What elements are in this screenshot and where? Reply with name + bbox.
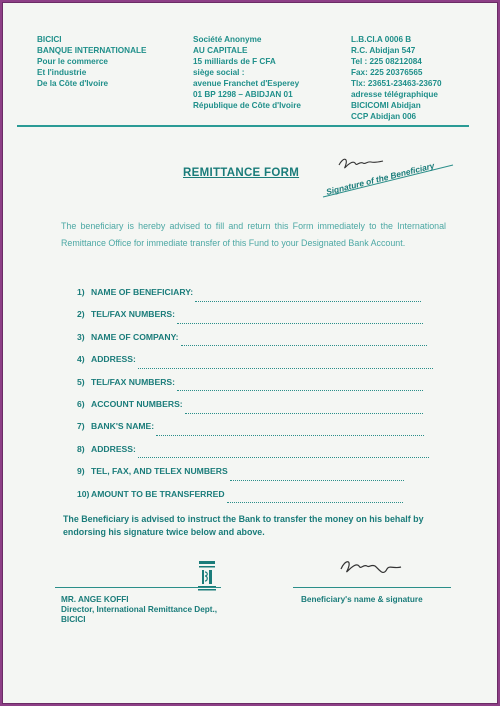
field-label: ACCOUNT NUMBERS: [91,398,183,409]
field-label: ADDRESS: [91,354,136,365]
field-number: 1) [77,287,85,297]
field-fill-line[interactable] [185,413,423,414]
field-number: 6) [77,398,85,409]
contact-info-line: CCP Abidjan 006 [351,112,417,121]
field-row [77,466,433,488]
field-fill-line[interactable] [156,435,424,436]
field-row [77,399,433,421]
field-label: TEL/FAX NUMBERS: [91,309,176,320]
field-fill-line[interactable] [230,480,404,481]
field-number: 8) [77,443,85,454]
field-row [77,421,433,443]
field-fill-line[interactable] [177,390,423,391]
field-fill-line[interactable] [195,301,421,302]
contact-info-line: R.C. Abidjan 547 [351,46,416,55]
company-info-line: 15 milliards de F CFA [193,57,276,66]
field-row [77,287,433,309]
header-divider [17,125,469,127]
bank-name-line: De la Côte d'Ivoire [37,79,109,88]
field-number: 5) [77,376,85,387]
field-label: ADDRESS: [91,443,136,454]
field-number: 2) [77,309,85,320]
field-number: 7) [77,421,85,432]
contact-info-line: Fax: 225 20376565 [351,68,423,77]
company-info-block [193,34,301,111]
bank-name-line: Et l'industrie [37,68,87,77]
company-info-line: siège social : [193,68,245,77]
field-fill-line[interactable] [138,457,429,458]
contact-info-line: BICICOMI Abidjan [351,101,421,110]
company-info-line: avenue Franchet d'Esperey [193,79,300,88]
director-bank: BICICI [61,615,86,624]
director-name: MR. ANGE KOFFI [61,595,129,604]
contact-info-line: adresse télégraphique [351,90,438,99]
field-row [77,354,433,376]
company-info-line: AU CAPITALE [193,46,248,55]
bank-name-block [37,34,146,89]
field-row [77,489,433,511]
field-fill-line[interactable] [177,323,423,324]
beneficiary-fields-list [77,287,433,511]
beneficiary-signature-stamp [321,153,461,201]
bank-name-line: Pour le commerce [37,57,108,66]
beneficiary-signature-caption: Beneficiary's name & signature [301,595,423,604]
form-title: REMITTANCE FORM [183,167,300,179]
intro-paragraph: The beneficiary is hereby advised to fill and return this Form immediately to the International Remittance Office for immediate transfer of this Fund to your Designated Bank Account. [61,221,446,248]
company-info-line: 01 BP 1298 – ABIDJAN 01 [193,90,293,99]
field-fill-line[interactable] [227,502,403,503]
field-number: 4) [77,354,85,365]
field-number: 10) [77,488,90,499]
bank-name-line: BANQUE INTERNATIONALE [37,46,147,55]
field-label: NAME OF BENEFICIARY: [91,287,194,297]
field-number: 9) [77,466,85,477]
field-label: TEL, FAX, AND TELEX NUMBERS [91,466,228,477]
field-fill-line[interactable] [138,368,433,369]
field-label: BANK'S NAME: [91,421,155,432]
field-label: NAME OF COMPANY: [91,331,179,342]
field-label: AMOUNT TO BE TRANSFERRED [91,488,225,499]
director-signatory-block [61,595,217,625]
field-row [77,309,433,331]
company-info-line: Société Anonyme [193,35,262,44]
field-label: TEL/FAX NUMBERS: [91,376,176,387]
endorsement-instruction: The Beneficiary is advised to instruct the Bank to transfer the money on his behalf by endorsing his signature twice below and above. [63,514,424,537]
director-title: Director, International Remittance Dept., [61,605,218,614]
field-row [77,377,433,399]
director-signature-line [55,587,221,588]
stamp-label: Signature of the Beneficiary [325,160,436,197]
field-number: 3) [77,331,85,342]
field-row [77,444,433,466]
contact-info-line: Tel : 225 08212084 [351,57,422,66]
company-info-line: République de Côte d'Ivoire [193,101,301,110]
bank-name-line: BICICI [37,35,62,44]
field-row [77,332,433,354]
contact-info-line: L.B.CI.A 0006 B [351,35,412,44]
field-fill-line[interactable] [181,345,427,346]
beneficiary-signature-line[interactable] [293,587,451,588]
contact-info-line: Tlx: 23651-23463-23670 [351,79,442,88]
contact-info-block [351,34,442,122]
remittance-form-page [2,2,498,704]
beneficiary-handwritten-signature [335,555,405,585]
